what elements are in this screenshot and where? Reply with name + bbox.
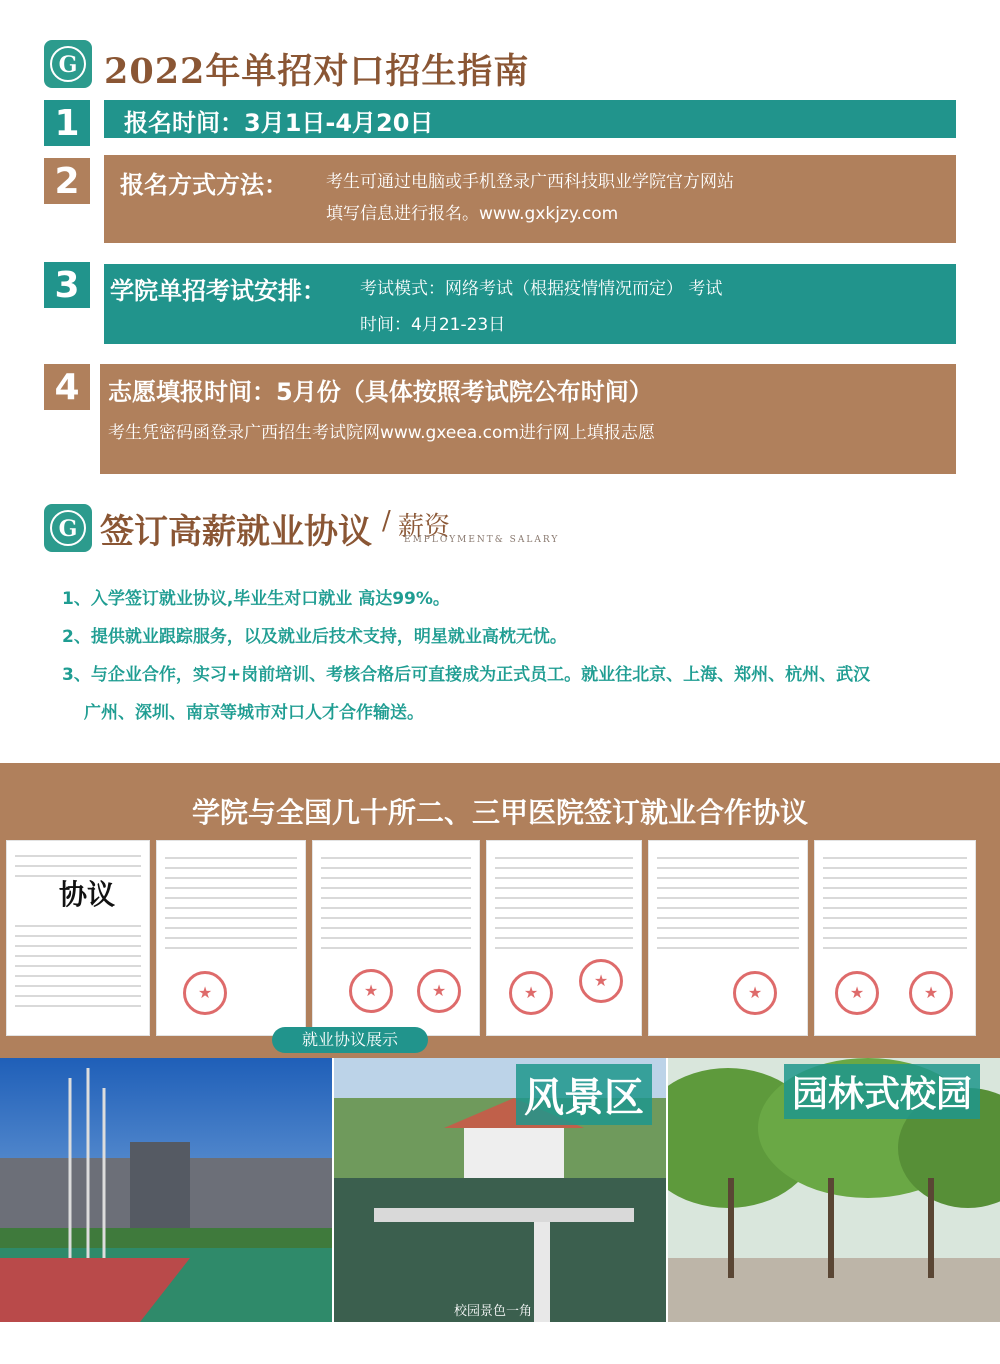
college-emblem-icon [48,44,88,84]
step-2-title: 报名方式方法： [120,171,288,199]
employment-slash: / [382,506,391,536]
seal-stamp-icon [909,971,953,1015]
scenic-caption: 校园景色一角 [454,1304,533,1319]
campus-building-photo [0,1058,332,1322]
agreement-document-4 [486,840,642,1036]
step-1-number: 1 [44,100,90,146]
svg-text:G: G [58,516,78,542]
seal-stamp-icon [835,971,879,1015]
employment-subtitle-en: EMPLOYMENT& SALARY [404,535,560,545]
agreement-label: 协议 [59,878,116,911]
step-3-bar [104,264,956,344]
agreement-document-6 [814,840,976,1036]
step-1-title: 报名时间：3月1日-4月20日 [124,109,434,137]
employment-subtitle: 薪资 [398,512,451,542]
step-3-title: 学院单招考试安排： [110,277,326,305]
step-4-title: 志愿填报时间：5月份（具体按照考试院公布时间） [108,378,653,406]
employment-item-3: 3、与企业合作，实习+岗前培训、考核合格后可直接成为正式员工。就业往北京、上海、郑州、杭州、武汉 [62,665,871,685]
garden-campus-label: 园林式校园 [784,1064,980,1119]
college-emblem-icon [48,508,88,548]
employment-item-2: 2、提供就业跟踪服务，以及就业后技术支持，明星就业高枕无忧。 [62,627,567,647]
agreement-document-3 [312,840,480,1036]
seal-stamp-icon [349,969,393,1013]
svg-text:G: G [58,52,78,78]
agreement-document-1 [6,840,150,1036]
step-2-text-line2: 填写信息进行报名。www.gxkjzy.com [326,204,619,224]
step-4-text-line1: 考生凭密码函登录广西招生考试院网www.gxeea.com进行网上填报志愿 [108,423,655,443]
seal-stamp-icon [417,969,461,1013]
agreements-banner: 学院与全国几十所二、三甲医院签订就业合作协议 [191,796,808,829]
employment-item-4: 广州、深圳、南京等城市对口人才合作输送。 [84,703,424,723]
step-4-number: 4 [44,364,90,410]
scenic-area-label: 风景区 [516,1064,652,1125]
employment-title: 签订高薪就业协议 [100,512,372,552]
page-title: 2022年单招对口招生指南 [104,51,530,92]
step-1-bar [104,100,956,138]
employment-item-1: 1、入学签订就业协议,毕业生对口就业 高达99%。 [62,589,450,609]
step-2-number: 2 [44,158,90,204]
seal-stamp-icon [733,971,777,1015]
agreement-document-5 [648,840,808,1036]
employment-logo [44,504,92,552]
step-3-number: 3 [44,262,90,308]
seal-stamp-icon [579,959,623,1003]
step-4-bar [100,364,956,474]
step-2-bar [104,155,956,243]
scenic-area-photo [334,1058,666,1322]
garden-campus-photo [668,1058,1000,1322]
agreement-document-2 [156,840,306,1036]
college-logo [44,40,92,88]
step-3-text-line2: 时间：4月21-23日 [360,315,506,335]
seal-stamp-icon [183,971,227,1015]
step-3-text-line1: 考试模式：网络考试（根据疫情情况而定） 考试 [360,279,723,299]
campus-building-image [0,1058,332,1322]
step-2-text-line1: 考生可通过电脑或手机登录广西科技职业学院官方网站 [326,172,734,192]
agreement-caption: 就业协议展示 [272,1027,428,1053]
seal-stamp-icon [509,971,553,1015]
